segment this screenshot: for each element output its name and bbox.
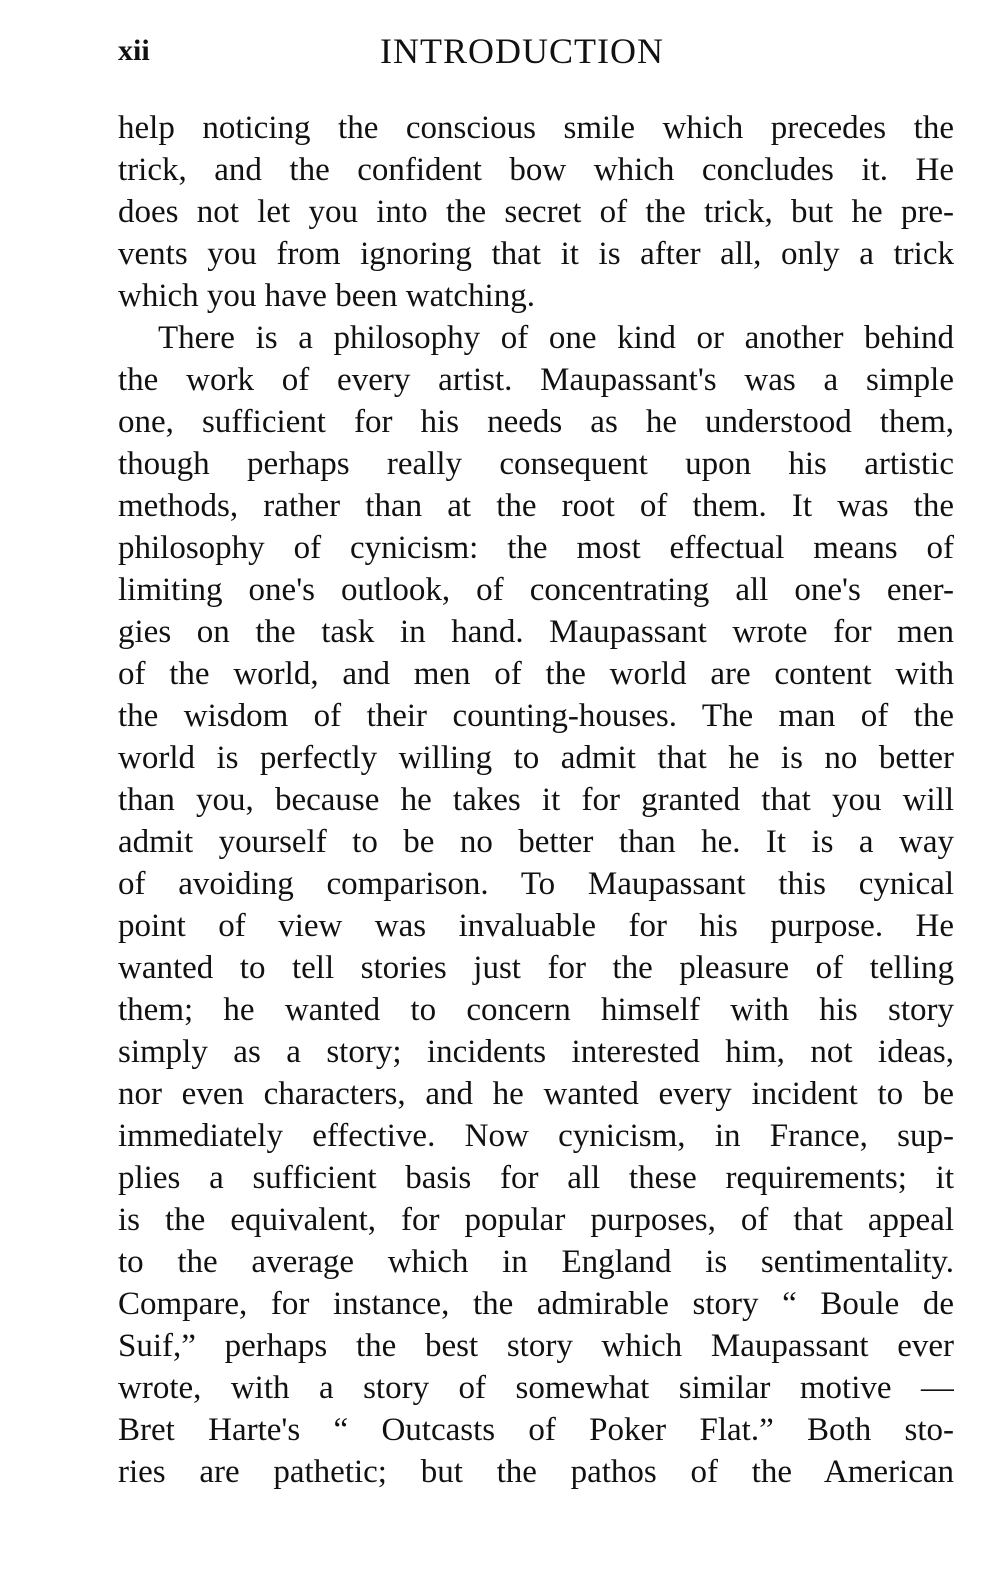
- text-line: methods, rather than at the root of them. It was the: [118, 488, 954, 524]
- text-line: help noticing the conscious smile which precedes the: [118, 110, 954, 146]
- text-line: is the equivalent, for popular purposes, of that appeal: [118, 1202, 954, 1238]
- text-line: the wisdom of their counting-houses. The man of the: [118, 698, 954, 734]
- text-line: does not let you into the secret of the trick, but he pre-: [118, 194, 954, 230]
- text-line: though perhaps really consequent upon his artistic: [118, 446, 954, 482]
- text-line: of the world, and men of the world are content with: [118, 656, 954, 692]
- text-line: world is perfectly willing to admit that he is no better: [118, 740, 954, 776]
- text-line: which you have been watching.: [118, 278, 535, 314]
- paragraph-1: [118, 107, 954, 317]
- paragraph-2: [118, 317, 954, 1493]
- text-line: ries are pathetic; but the pathos of the American: [118, 1454, 954, 1490]
- text-line: the work of every artist. Maupassant's was a simple: [118, 362, 954, 398]
- text-line: them; he wanted to concern himself with his story: [118, 992, 954, 1028]
- body-text: [118, 107, 954, 1493]
- text-line: nor even characters, and he wanted every incident to be: [118, 1076, 954, 1112]
- text-line: plies a sufficient basis for all these requirements; it: [118, 1160, 954, 1196]
- text-line: Suif,” perhaps the best story which Maupassant ever: [118, 1328, 954, 1364]
- text-line: than you, because he takes it for granted that you will: [118, 782, 954, 818]
- text-line: wrote, with a story of somewhat similar motive —: [118, 1370, 954, 1406]
- text-line: wanted to tell stories just for the pleasure of telling: [118, 950, 954, 986]
- text-line: There is a philosophy of one kind or another behind: [158, 320, 954, 356]
- text-line: vents you from ignoring that it is after all, only a trick: [118, 236, 954, 272]
- text-line: gies on the task in hand. Maupassant wrote for men: [118, 614, 954, 650]
- text-line: simply as a story; incidents interested him, not ideas,: [118, 1034, 954, 1070]
- page-header: [118, 30, 954, 78]
- running-head: INTRODUCTION: [380, 31, 664, 71]
- text-line: of avoiding comparison. To Maupassant this cynical: [118, 866, 954, 902]
- text-line: limiting one's outlook, of concentrating all one's ener-: [118, 572, 954, 608]
- text-line: one, sufficient for his needs as he understood them,: [118, 404, 954, 440]
- page-number: xii: [118, 34, 150, 67]
- text-line: to the average which in England is sentimentality.: [118, 1244, 954, 1280]
- text-line: philosophy of cynicism: the most effectual means of: [118, 530, 954, 566]
- text-line: immediately effective. Now cynicism, in France, sup-: [118, 1118, 954, 1154]
- text-line: trick, and the confident bow which concludes it. He: [118, 152, 954, 188]
- text-line: Bret Harte's “ Outcasts of Poker Flat.” Both sto-: [118, 1412, 954, 1448]
- text-line: point of view was invaluable for his purpose. He: [118, 908, 954, 944]
- text-line: admit yourself to be no better than he. It is a way: [118, 824, 954, 860]
- text-line: Compare, for instance, the admirable story “ Boule de: [118, 1286, 954, 1322]
